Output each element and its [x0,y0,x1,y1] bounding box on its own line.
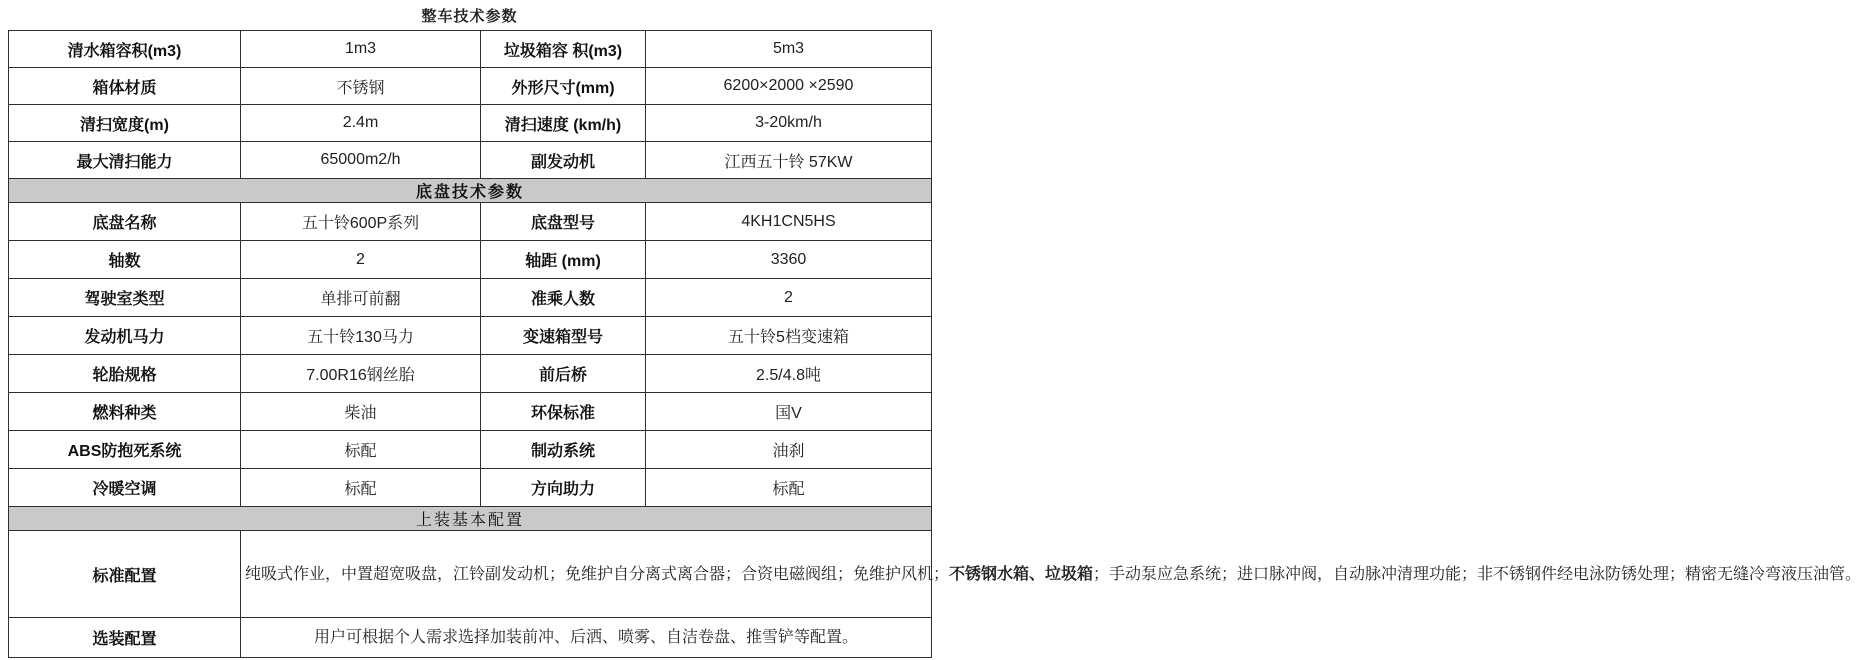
standard-config-text [241,531,1861,618]
param-label: ABS防抱死系统 [9,431,241,469]
param-value: 65000m2/h [241,142,481,179]
param-label: 变速箱型号 [481,317,646,355]
table-row [9,241,932,279]
table-row [9,105,932,142]
table-row [9,531,932,618]
param-value: 5m3 [646,31,932,68]
param-label: 冷暖空调 [9,469,241,507]
table-row [9,142,932,179]
param-label: 清扫宽度(m) [9,105,241,142]
param-label: 清扫速度 (km/h) [481,105,646,142]
section-row [9,179,932,203]
table-row [9,431,932,469]
table-row [9,68,932,105]
param-label: 制动系统 [481,431,646,469]
table-row [9,317,932,355]
section-header-chassis: 底盘技术参数 [9,179,932,203]
param-label: 底盘名称 [9,203,241,241]
param-value: 7.00R16钢丝胎 [241,355,481,393]
param-label: 环保标准 [481,393,646,431]
param-value: 2 [241,241,481,279]
table-row [9,393,932,431]
param-value: 标配 [241,431,481,469]
param-value: 1m3 [241,31,481,68]
param-value: 柴油 [241,393,481,431]
param-value: 6200×2000 ×2590 [646,68,932,105]
optional-config-text: 用户可根据个人需求选择加装前冲、后洒、喷雾、自洁卷盘、推雪铲等配置。 [241,618,932,658]
param-value: 3360 [646,241,932,279]
param-label: 清水箱容积(m3) [9,31,241,68]
param-label: 最大清扫能力 [9,142,241,179]
table-row [9,203,932,241]
table-row [9,31,932,68]
param-value: 3-20km/h [646,105,932,142]
param-value: 国V [646,393,932,431]
page-title: 整车技术参数 [421,7,518,25]
section-row [9,507,932,531]
param-value: 江西五十铃 57KW [646,142,932,179]
param-value: 五十铃600P系列 [241,203,481,241]
param-value: 油刹 [646,431,932,469]
param-value: 五十铃130马力 [241,317,481,355]
param-value: 标配 [646,469,932,507]
param-label: 轴距 (mm) [481,241,646,279]
param-label: 准乘人数 [481,279,646,317]
param-value: 4KH1CN5HS [646,203,932,241]
param-value: 2.5/4.8吨 [646,355,932,393]
standard-config-bold-text: 不锈钢水箱、垃圾箱 [949,565,1094,583]
table-row [9,355,932,393]
param-label: 轴数 [9,241,241,279]
table-row [9,469,932,507]
param-label: 发动机马力 [9,317,241,355]
param-label: 垃圾箱容 积(m3) [481,31,646,68]
param-label: 底盘型号 [481,203,646,241]
param-value: 标配 [241,469,481,507]
param-label: 驾驶室类型 [9,279,241,317]
param-label: 轮胎规格 [9,355,241,393]
param-label: 外形尺寸(mm) [481,68,646,105]
param-value: 不锈钢 [241,68,481,105]
param-value: 2.4m [241,105,481,142]
section-header-equipment: 上装基本配置 [9,507,932,531]
param-value: 五十铃5档变速箱 [646,317,932,355]
standard-config-text-part2: ；手动泵应急系统；进口脉冲阀，自动脉冲清理功能；非不锈钢件经电泳防锈处理；精密无缝冷弯液压油管。 [1093,565,1861,583]
param-label: 前后桥 [481,355,646,393]
standard-config-text-part1: 纯吸式作业，中置超宽吸盘，江铃副发动机；免维护自分离式离合器；合资电磁阀组；免维护风机； [245,565,950,583]
param-value: 2 [646,279,932,317]
param-label: 副发动机 [481,142,646,179]
param-label: 方向助力 [481,469,646,507]
table-row [9,618,932,658]
param-label: 箱体材质 [9,68,241,105]
spec-table [8,30,1861,658]
param-value: 单排可前翻 [241,279,481,317]
optional-config-label: 选装配置 [9,618,241,658]
table-row [9,279,932,317]
standard-config-label: 标准配置 [9,531,241,618]
param-label: 燃料种类 [9,393,241,431]
